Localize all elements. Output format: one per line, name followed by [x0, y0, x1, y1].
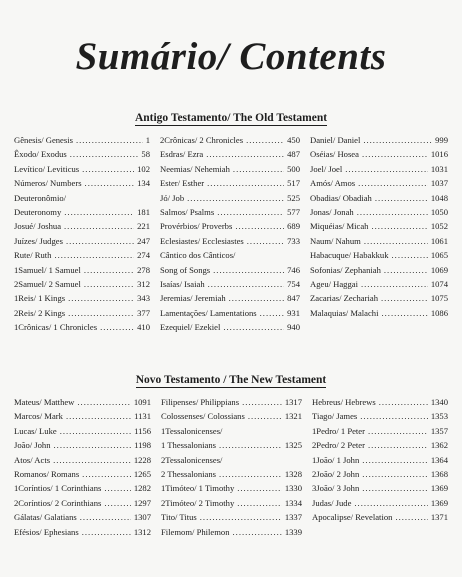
toc-entry[interactable] — [14, 395, 151, 409]
book-name: Salmos/ Psalms — [160, 206, 215, 217]
page-number: 1328 — [284, 468, 302, 479]
leader-dots — [360, 409, 428, 423]
leader-dots — [104, 481, 130, 495]
toc-entry[interactable] — [14, 525, 151, 539]
leader-dots — [84, 263, 134, 277]
leader-dots — [68, 306, 134, 320]
toc-entry[interactable] — [312, 409, 448, 423]
page-title: Sumário/ Contents — [75, 35, 387, 78]
toc-entry[interactable] — [160, 320, 300, 334]
page-number: 689 — [287, 221, 300, 232]
leader-dots — [200, 510, 282, 524]
book-name: João/ John — [14, 440, 51, 451]
leader-dots — [248, 409, 282, 423]
leader-dots — [82, 162, 134, 176]
leader-dots — [368, 438, 428, 452]
page-number: 1364 — [430, 454, 448, 465]
page-number: 746 — [287, 264, 300, 275]
book-name: 1Timóteo/ 1 Timothy — [161, 483, 235, 494]
toc-entry[interactable] — [14, 467, 151, 481]
toc-entry[interactable] — [312, 496, 448, 510]
toc-entry[interactable] — [310, 291, 448, 305]
toc-entry[interactable] — [14, 248, 150, 262]
book-name: Romanos/ Romans — [14, 468, 80, 479]
leader-dots — [53, 453, 131, 467]
leader-dots — [84, 277, 134, 291]
toc-entry[interactable] — [160, 205, 300, 219]
book-name: Jó/ Job — [160, 192, 185, 203]
page-number: 1371 — [430, 512, 448, 523]
page-number: 1330 — [284, 483, 302, 494]
page-number: 377 — [137, 307, 150, 318]
book-name: Êxodo/ Exodus — [14, 149, 67, 160]
book-name: Levítico/ Leviticus — [14, 163, 80, 174]
toc-entry[interactable] — [161, 409, 302, 423]
toc-entry[interactable] — [14, 291, 150, 305]
book-name: Song of Songs — [160, 264, 211, 275]
book-name: Obadias/ Obadiah — [310, 192, 372, 203]
leader-dots — [64, 205, 134, 219]
toc-entry[interactable] — [312, 395, 448, 409]
page-number: 1031 — [430, 163, 448, 174]
toc-entry[interactable] — [160, 176, 300, 190]
book-name: Marcos/ Mark — [14, 411, 63, 422]
page-number: 247 — [137, 235, 150, 246]
old-testament-contents — [14, 133, 448, 334]
book-name: 3João/ 3 John — [312, 483, 360, 494]
toc-entry[interactable] — [310, 162, 448, 176]
book-name: Naum/ Nahum — [310, 235, 361, 246]
toc-entry[interactable] — [312, 438, 448, 452]
toc-entry[interactable] — [14, 205, 150, 219]
toc-entry[interactable] — [14, 191, 150, 205]
toc-entry[interactable] — [161, 424, 302, 438]
page-number: 1048 — [430, 192, 448, 203]
leader-dots — [70, 147, 139, 161]
page-number: 577 — [287, 206, 300, 217]
leader-dots — [233, 525, 282, 539]
book-name: Rute/ Ruth — [14, 250, 52, 261]
leader-dots — [66, 409, 131, 423]
book-name: Lucas/ Luke — [14, 425, 57, 436]
toc-entry[interactable] — [310, 277, 448, 291]
toc-entry[interactable] — [310, 234, 448, 248]
book-name: Jonas/ Jonah — [310, 206, 354, 217]
toc-entry[interactable] — [160, 191, 300, 205]
book-name: Números/ Numbers — [14, 178, 82, 189]
leader-dots — [82, 467, 131, 481]
page-number: 1016 — [430, 149, 448, 160]
toc-entry[interactable] — [161, 525, 302, 539]
page-number: 754 — [287, 278, 300, 289]
leader-dots — [223, 320, 284, 334]
book-name: Sofonias/ Zephaniah — [310, 264, 381, 275]
book-name: Tiago/ James — [312, 411, 358, 422]
page-number: 1325 — [284, 440, 302, 451]
page-number: 847 — [287, 293, 300, 304]
page-number: 1065 — [430, 250, 448, 261]
page-number: 1052 — [430, 221, 448, 232]
page-number: 1075 — [430, 293, 448, 304]
page-number: 221 — [137, 221, 150, 232]
page-number: 1307 — [133, 512, 151, 523]
book-name: Deuteronômio/ — [14, 192, 67, 203]
book-name: 2Samuel/ 2 Samuel — [14, 278, 81, 289]
leader-dots — [260, 306, 284, 320]
leader-dots — [82, 525, 131, 539]
page-number: 500 — [287, 163, 300, 174]
book-name: Joel/ Joel — [310, 163, 343, 174]
toc-entry[interactable] — [14, 133, 150, 147]
toc-entry[interactable] — [310, 147, 448, 161]
old-testament-column-1 — [14, 133, 150, 334]
toc-entry[interactable] — [310, 191, 448, 205]
leader-dots — [206, 147, 284, 161]
page-number: 1369 — [430, 497, 448, 508]
book-name: Amós/ Amos — [310, 178, 356, 189]
toc-entry[interactable] — [161, 496, 302, 510]
toc-entry[interactable] — [14, 453, 151, 467]
leader-dots — [371, 219, 427, 233]
leader-dots — [66, 234, 134, 248]
leader-dots — [233, 162, 284, 176]
toc-entry[interactable] — [160, 234, 300, 248]
book-name: Filipenses/ Philippians — [161, 396, 240, 407]
book-name: Lamentações/ Lamentations — [160, 307, 257, 318]
toc-entry[interactable] — [14, 424, 151, 438]
toc-entry[interactable] — [160, 162, 300, 176]
book-name: Zacarias/ Zechariah — [310, 293, 378, 304]
leader-dots — [64, 219, 134, 233]
page-number: 181 — [137, 206, 150, 217]
leader-dots — [219, 467, 282, 481]
toc-entry[interactable] — [312, 424, 448, 438]
leader-dots — [217, 205, 284, 219]
page-number: 1353 — [430, 411, 448, 422]
leader-dots — [362, 481, 428, 495]
book-name: Isaías/ Isaiah — [160, 278, 205, 289]
toc-entry[interactable] — [14, 496, 151, 510]
leader-dots — [379, 395, 428, 409]
book-name: Apocalipse/ Revelation — [312, 512, 393, 523]
page-number: 517 — [287, 178, 300, 189]
page-number: 1074 — [430, 278, 448, 289]
toc-entry[interactable] — [14, 162, 150, 176]
page-number: 1357 — [430, 425, 448, 436]
leader-dots — [375, 191, 428, 205]
book-name: Tito/ Titus — [161, 512, 197, 523]
page-number: 1091 — [133, 396, 151, 407]
toc-entry[interactable] — [14, 409, 151, 423]
page-number: 1050 — [430, 206, 448, 217]
page-number: 1131 — [134, 411, 151, 422]
leader-dots — [381, 291, 428, 305]
book-name: Filemom/ Philemon — [161, 526, 230, 537]
page-number: 1265 — [133, 468, 151, 479]
book-name: 2Pedro/ 2 Peter — [312, 440, 365, 451]
leader-dots — [361, 277, 428, 291]
book-name: Deuteronomy — [14, 206, 62, 217]
new-testament-contents — [14, 395, 448, 539]
leader-dots — [358, 176, 428, 190]
leader-dots — [54, 248, 134, 262]
toc-entry[interactable] — [310, 219, 448, 233]
new-testament-column-3 — [312, 395, 448, 539]
book-name: Gálatas/ Galatians — [14, 512, 77, 523]
leader-dots — [187, 191, 284, 205]
page-number: 1337 — [284, 512, 302, 523]
toc-entry[interactable] — [161, 467, 302, 481]
page-number: 1086 — [430, 307, 448, 318]
leader-dots — [364, 234, 428, 248]
book-name: Eclesiastes/ Ecclesiastes — [160, 235, 244, 246]
page-number: 410 — [137, 322, 150, 333]
book-name: Efésios/ Ephesians — [14, 526, 79, 537]
page-number: 1282 — [133, 483, 151, 494]
book-name: 1Samuel/ 1 Samuel — [14, 264, 81, 275]
toc-entry[interactable] — [14, 481, 151, 495]
book-name: Neemias/ Nehemiah — [160, 163, 230, 174]
leader-dots — [229, 291, 284, 305]
page-number: 58 — [141, 149, 150, 160]
toc-entry[interactable] — [310, 248, 448, 262]
book-name: Atos/ Acts — [14, 454, 51, 465]
book-name: 1Coríntios/ 1 Corinthians — [14, 483, 102, 494]
new-testament-heading — [0, 374, 462, 386]
book-name: 1Reis/ 1 Kings — [14, 293, 66, 304]
book-name: Esdras/ Ezra — [160, 149, 204, 160]
toc-entry[interactable] — [160, 263, 300, 277]
book-name: Ezequiel/ Ezekiel — [160, 322, 221, 333]
leader-dots — [382, 306, 428, 320]
book-name: 2Timóteo/ 2 Timothy — [161, 497, 235, 508]
toc-entry[interactable] — [14, 510, 151, 524]
book-name: Judas/ Jude — [312, 497, 352, 508]
book-name: Jeremias/ Jeremiah — [160, 293, 226, 304]
page-number: 102 — [137, 163, 150, 174]
book-name: Miquéias/ Micah — [310, 221, 369, 232]
book-name: 1João/ 1 John — [312, 454, 360, 465]
page-number: 1339 — [284, 526, 302, 537]
book-name: Daniel/ Daniel — [310, 134, 361, 145]
toc-entry[interactable] — [14, 234, 150, 248]
new-testament-heading-text: Novo Testamento / The New Testament — [135, 374, 327, 386]
book-name: Malaquias/ Malachi — [310, 307, 379, 318]
book-name: 1Pedro/ 1 Peter — [312, 425, 365, 436]
toc-entry[interactable] — [310, 306, 448, 320]
page-number: 487 — [287, 149, 300, 160]
book-name: Provérbios/ Proverbs — [160, 221, 233, 232]
toc-entry[interactable] — [312, 481, 448, 495]
leader-dots — [60, 424, 131, 438]
new-testament-column-1 — [14, 395, 151, 539]
toc-entry[interactable] — [14, 320, 150, 334]
book-name: 2 Thessalonians — [161, 468, 216, 479]
page-number: 1156 — [134, 425, 151, 436]
leader-dots — [368, 424, 428, 438]
toc-entry[interactable] — [160, 147, 300, 161]
leader-dots — [104, 496, 130, 510]
old-testament-column-2 — [160, 133, 300, 334]
leader-dots — [246, 133, 284, 147]
leader-dots — [208, 277, 284, 291]
page-number: 940 — [287, 322, 300, 333]
book-name: Gênesis/ Genesis — [14, 134, 73, 145]
page-number: 1037 — [430, 178, 448, 189]
leader-dots — [237, 496, 282, 510]
leader-dots — [235, 219, 284, 233]
toc-entry[interactable] — [14, 438, 151, 452]
page-number: 1069 — [430, 264, 448, 275]
toc-entry[interactable] — [14, 176, 150, 190]
leader-dots — [395, 510, 427, 524]
toc-entry[interactable] — [161, 395, 302, 409]
toc-entry[interactable] — [14, 306, 150, 320]
page-number: 1312 — [133, 526, 151, 537]
leader-dots — [354, 496, 427, 510]
toc-entry[interactable] — [161, 510, 302, 524]
old-testament-heading — [0, 112, 462, 124]
page-number: 931 — [287, 307, 300, 318]
leader-dots — [345, 162, 428, 176]
toc-entry[interactable] — [161, 438, 302, 452]
leader-dots — [242, 395, 282, 409]
page-number: 134 — [137, 178, 150, 189]
leader-dots — [247, 234, 284, 248]
toc-entry[interactable] — [312, 453, 448, 467]
leader-dots — [392, 248, 428, 262]
book-name: Habacuque/ Habakkuk — [310, 250, 389, 261]
toc-entry[interactable] — [160, 219, 300, 233]
book-name: 2Reis/ 2 Kings — [14, 307, 66, 318]
book-name: Juízes/ Judges — [14, 235, 63, 246]
page-number: 278 — [137, 264, 150, 275]
book-name: 1Tessalonicenses/ — [161, 425, 223, 436]
page-number: 1334 — [284, 497, 302, 508]
page-number: 525 — [287, 192, 300, 203]
book-name: Josué/ Joshua — [14, 221, 62, 232]
leader-dots — [362, 453, 428, 467]
page-number: 343 — [137, 293, 150, 304]
page-number: 999 — [435, 134, 448, 145]
toc-entry[interactable] — [14, 263, 150, 277]
book-name: 1 Thessalonians — [161, 440, 216, 451]
toc-entry[interactable] — [312, 467, 448, 481]
leader-dots — [237, 481, 282, 495]
leader-dots — [80, 510, 131, 524]
old-testament-heading-text: Antigo Testamento/ The Old Testament — [134, 112, 328, 124]
page-number: 1340 — [430, 396, 448, 407]
toc-entry[interactable] — [310, 205, 448, 219]
leader-dots — [384, 263, 428, 277]
toc-entry[interactable] — [160, 133, 300, 147]
toc-entry[interactable] — [160, 291, 300, 305]
book-name: 2João/ 2 John — [312, 468, 360, 479]
toc-entry[interactable] — [160, 277, 300, 291]
book-name: Oséias/ Hosea — [310, 149, 359, 160]
old-testament-column-3 — [310, 133, 448, 334]
book-name: Ester/ Esther — [160, 178, 205, 189]
toc-entry[interactable] — [310, 133, 448, 147]
page-number: 1228 — [133, 454, 151, 465]
book-name: 2Tessalonicenses/ — [161, 454, 223, 465]
page-number: 274 — [137, 250, 150, 261]
leader-dots — [68, 291, 134, 305]
book-name: Mateus/ Matthew — [14, 396, 75, 407]
leader-dots — [362, 467, 428, 481]
new-testament-column-2 — [161, 395, 302, 539]
book-name: Cântico dos Cânticos/ — [160, 250, 236, 261]
toc-entry[interactable] — [160, 248, 300, 262]
toc-entry[interactable] — [161, 481, 302, 495]
book-name: 1Crônicas/ 1 Chronicles — [14, 322, 98, 333]
page-number: 1297 — [133, 497, 151, 508]
page-number: 1368 — [430, 468, 448, 479]
page-number: 1362 — [430, 440, 448, 451]
leader-dots — [363, 133, 432, 147]
page-number: 733 — [287, 235, 300, 246]
book-name: Hebreus/ Hebrews — [312, 396, 376, 407]
toc-entry[interactable] — [310, 263, 448, 277]
toc-entry[interactable] — [14, 277, 150, 291]
leader-dots — [100, 320, 134, 334]
page-number: 1198 — [134, 440, 151, 451]
book-name: 2Crônicas/ 2 Chronicles — [160, 134, 244, 145]
leader-dots — [54, 438, 132, 452]
leader-dots — [213, 263, 284, 277]
book-name: Ageu/ Haggai — [310, 278, 358, 289]
toc-entry[interactable] — [160, 306, 300, 320]
page-number: 1317 — [284, 396, 302, 407]
toc-entry[interactable] — [14, 219, 150, 233]
leader-dots — [76, 133, 143, 147]
page-number: 1369 — [430, 483, 448, 494]
toc-entry[interactable] — [312, 510, 448, 524]
page-number: 450 — [287, 134, 300, 145]
book-name: 2Coríntios/ 2 Corinthians — [14, 497, 102, 508]
leader-dots — [77, 395, 130, 409]
book-name: Colossenses/ Colossians — [161, 411, 245, 422]
leader-dots — [357, 205, 428, 219]
leader-dots — [207, 176, 284, 190]
page-number: 1061 — [430, 235, 448, 246]
page-number: 1 — [145, 134, 150, 145]
page-number: 1321 — [284, 411, 302, 422]
leader-dots — [85, 176, 135, 190]
toc-entry[interactable] — [161, 453, 302, 467]
toc-entry[interactable] — [14, 147, 150, 161]
leader-dots — [219, 438, 282, 452]
page-number: 312 — [137, 278, 150, 289]
toc-entry[interactable] — [310, 176, 448, 190]
leader-dots — [362, 147, 428, 161]
